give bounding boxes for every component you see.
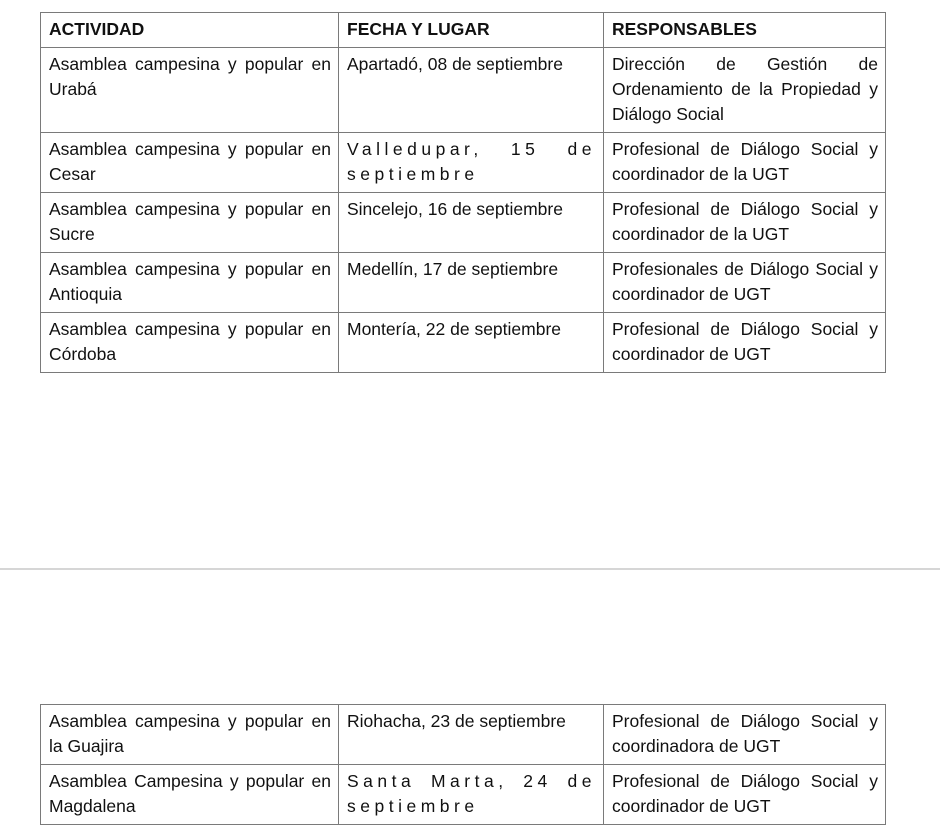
cell-responsables: Profesional de Diálogo Social y coordinador de UGT: [604, 765, 886, 825]
activities-table: [40, 12, 886, 373]
cell-fecha-lugar: Montería, 22 de septiembre: [339, 313, 604, 373]
cell-fecha-lugar: Apartadó, 08 de septiembre: [339, 48, 604, 133]
document-page-2: [0, 570, 940, 826]
table-row: [41, 765, 886, 825]
cell-fecha-lugar: Riohacha, 23 de septiembre: [339, 705, 604, 765]
cell-responsables: Dirección de Gestión de Ordenamiento de la Propiedad y Diálogo Social: [604, 48, 886, 133]
table-row: [41, 48, 886, 133]
cell-actividad: Asamblea campesina y popular en Urabá: [41, 48, 339, 133]
table-header-row: [41, 13, 886, 48]
cell-fecha-lugar-text: Santa Marta, 24 de septiembre: [347, 771, 596, 816]
cell-responsables: Profesional de Diálogo Social y coordinadora de UGT: [604, 705, 886, 765]
table-row: [41, 133, 886, 193]
header-responsables: RESPONSABLES: [604, 13, 886, 48]
table-row: [41, 705, 886, 765]
cell-responsables: Profesional de Diálogo Social y coordinador de la UGT: [604, 193, 886, 253]
header-fecha-lugar: FECHA Y LUGAR: [339, 13, 604, 48]
cell-fecha-lugar: [339, 133, 604, 193]
table-row: [41, 193, 886, 253]
activities-table-continued: [40, 704, 886, 825]
cell-responsables: Profesional de Diálogo Social y coordinador de la UGT: [604, 133, 886, 193]
header-actividad: ACTIVIDAD: [41, 13, 339, 48]
cell-actividad: Asamblea campesina y popular en Antioquia: [41, 253, 339, 313]
cell-actividad: Asamblea Campesina y popular en Magdalena: [41, 765, 339, 825]
table-row: [41, 313, 886, 373]
cell-actividad: Asamblea campesina y popular en Cesar: [41, 133, 339, 193]
cell-fecha-lugar: Sincelejo, 16 de septiembre: [339, 193, 604, 253]
cell-responsables: Profesionales de Diálogo Social y coordinador de UGT: [604, 253, 886, 313]
cell-fecha-lugar-text: Valledupar, 15 de septiembre: [347, 139, 596, 184]
cell-actividad: Asamblea campesina y popular en la Guajira: [41, 705, 339, 765]
cell-responsables: Profesional de Diálogo Social y coordinador de UGT: [604, 313, 886, 373]
cell-actividad: Asamblea campesina y popular en Sucre: [41, 193, 339, 253]
cell-actividad: Asamblea campesina y popular en Córdoba: [41, 313, 339, 373]
cell-fecha-lugar: Medellín, 17 de septiembre: [339, 253, 604, 313]
table-row: [41, 253, 886, 313]
cell-fecha-lugar: [339, 765, 604, 825]
